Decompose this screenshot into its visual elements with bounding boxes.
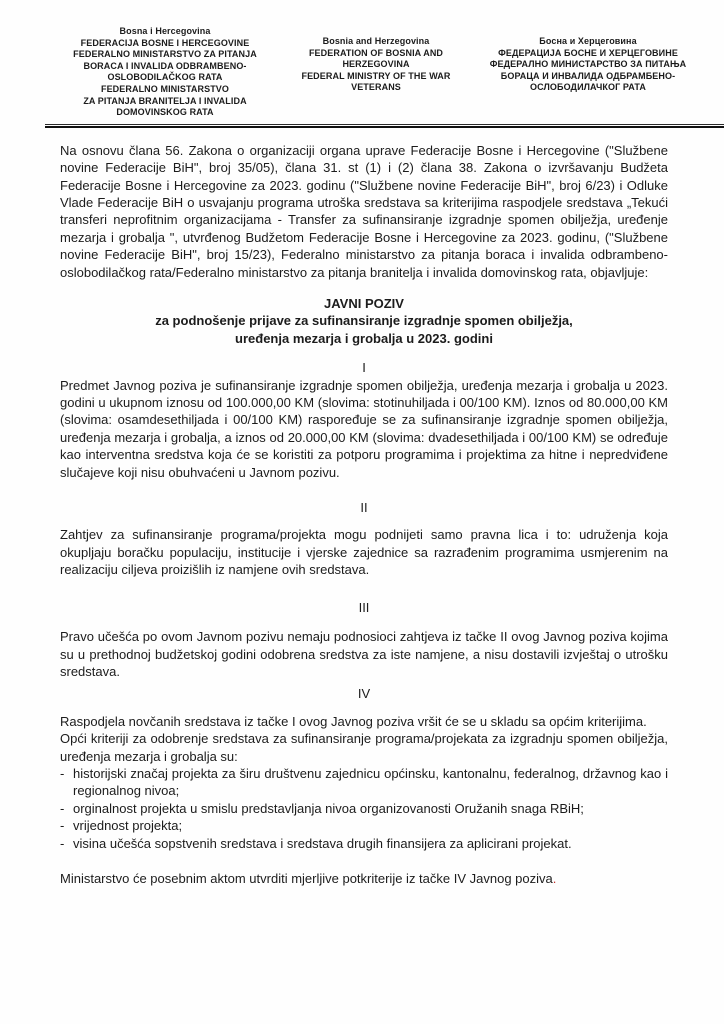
letterhead-column-cyrillic	[470, 36, 706, 119]
letterhead-line: FEDERACIJA BOSNE I HERCEGOVINE	[80, 37, 250, 48]
title-line-3: uređenja mezarja i grobalja u 2023. godini	[235, 330, 493, 346]
section-4-paragraph-1: Raspodjela novčanih sredstava iz tačke I ovog Javnog poziva vršit će se u skladu sa općim kriterijima.	[60, 713, 647, 729]
letterhead-column-english	[284, 36, 468, 119]
section-numeral-2: II	[360, 500, 368, 516]
letterhead-line: Bosnia and Herzegovina	[322, 36, 430, 46]
section-2-paragraph: Zahtjev za sufinansiranje programa/projekta mogu podnijeti samo pravna lica i to: udruženja koja okupljaju boračku populaciju, institucije i vjerske zajednice sa razrađenim programima usmjerenim na realizaciju ciljeva proizišlih iz namjene ovih sredstava.	[60, 527, 668, 578]
letterhead-line: Босна и Херцеговина	[539, 36, 637, 46]
letterhead-line: DOMOVINSKOG RATA	[116, 107, 214, 118]
closing-paragraph	[60, 870, 668, 887]
letterhead-line: BORACA I INVALIDA ODBRAMBENO-	[83, 60, 247, 71]
letterhead-line: FEDERATION OF BOSNIA AND	[308, 47, 444, 58]
document-title	[60, 295, 668, 347]
letterhead-line: Bosna i Hercegovina	[119, 26, 211, 36]
closing-period: .	[552, 870, 557, 886]
section-4-paragraph-2: Opći kriteriji za odobrenje sredstava za sufinansiranje programa/projekata za izgradnju spomen obilježja, uređenja mezarja i grobalja su:	[60, 731, 668, 764]
section-numeral-4: IV	[357, 686, 371, 702]
letterhead-line: FEDERAL MINISTRY OF THE WAR	[301, 70, 451, 81]
section-1-paragraph: Predmet Javnog poziva je sufinansiranje izgradnje spomen obilježja, uređenja mezarja i grobalja u 2023. godini u ukupnom iznosu od 100.000,00 KM (slovima: stotinuhiljada i 00/100 KM). Iznos od 80.000,00 KM (slovima: osamdesethiljada i 00/100 KM) raspoređuje se za sufinansiranje izgradnje spomen obilježja, uređenja mezarja i grobalja, a iznos od 20.000,00 KM (slovima: dvadesethiljada i 00/100 KM) se određuje kao interventna sredstva koja će se koristiti za potporu programima i projektima za hitne i nepredviđene slučajeve koji nisu obuhvaćeni u Javnom pozivu.	[60, 377, 668, 480]
document-body	[60, 142, 668, 888]
bullet-dash: -	[60, 800, 65, 816]
criteria-item-text: vrijednost projekta;	[73, 818, 183, 834]
criteria-item	[60, 817, 668, 834]
letterhead-line: FEDERALNO MINISTARSTVO	[100, 83, 230, 94]
criteria-item-text: orginalnost projekta u smislu predstavljanja nivoa organizovanosti Oružanih snaga RBiH;	[73, 800, 584, 816]
criteria-item	[60, 800, 668, 817]
bullet-dash: -	[60, 818, 65, 834]
criteria-item-text: historijski značaj projekta za širu društvenu zajednicu općinsku, kantonalnu, federalnog, državnog kao i regionalnog nivoa;	[73, 765, 668, 799]
criteria-item	[60, 835, 668, 852]
bullet-dash: -	[60, 765, 65, 781]
letterhead-line: БОРАЦА И ИНВАЛИДА ОДБРАМБЕНО-	[500, 70, 676, 81]
letterhead-line: VETERANS	[351, 82, 401, 93]
closing-text: Ministarstvo će posebnim aktom utvrditi mjerljive potkriterije iz tačke IV Javnog poziva	[60, 870, 553, 886]
letterhead	[0, 0, 724, 119]
letterhead-line: ФЕДЕРАЛНО МИНИСТАРСТВО ЗА ПИТАЊА	[489, 59, 687, 70]
section-numeral-3: III	[358, 599, 370, 615]
section-3-paragraph: Pravo učešća po ovom Javnom pozivu nemaju podnosioci zahtjeva iz tačke II ovog Javnog poziva kojima su u prethodnoj budžetskoj godini odobrena sredstva za iste namjene, a nisu dostavili izvještaj o utrošku sredstava.	[60, 629, 668, 679]
letterhead-line: HERZEGOVINA	[342, 59, 410, 70]
section-numeral-1: I	[362, 360, 366, 376]
criteria-list	[60, 765, 668, 852]
criteria-item-text: visina učešća sopstvenih sredstava i sredstava drugih finansijera za aplicirani projekat.	[73, 835, 572, 851]
criteria-item	[60, 765, 668, 800]
letterhead-column-bosnian	[48, 26, 282, 119]
letterhead-line: OSLOBODILAČKOG RATA	[107, 72, 223, 83]
letterhead-line: ZA PITANJA BRANITELJA I INVALIDA	[83, 95, 247, 106]
title-line-1: JAVNI POZIV	[324, 296, 404, 311]
title-line-2: za podnošenje prijave za sufinansiranje izgradnje spomen obilježja,	[155, 313, 573, 329]
letterhead-line: ФЕДЕРАЦИЈА БОСНЕ И ХЕРЦЕГОВИНЕ	[498, 47, 678, 58]
letterhead-line: ОСЛОБОДИЛАЧКОГ РАТА	[530, 82, 646, 93]
intro-paragraph: Na osnovu člana 56. Zakona o organizaciji organa uprave Federacije Bosne i Hercegovine ("Službene novine Federacije BiH", broj 35/05), člana 31. st (1) i (2) člana 38. Zakona o izvršavanju Budžeta Federacije Bosne i Hercegovine za 2023. godinu ("Službene novine Federacije BiH", broj 6/23) i Odluke Vlade Federacije BiH o usvajanju programa utroška sredstava sa kriterijima raspodjele sredstava „Tekući transferi neprofitnim organizacijama - Transfer za sufinansiranje izgradnje spomen obilježja, uređenje mezarja i grobalja ", utvrđenog Budžetom Federacije Bosne i Hercegovine za 2023. godinu, ("Službene novine Federacije BiH", broj 15/23), Federalno ministarstvo za pitanja boraca i invalida odbrambeno-oslobodilačkog rata/Federalno ministarstvo za pitanja branitelja i invalida domovinskog rata, objavljuje:	[60, 142, 668, 280]
letterhead-divider	[45, 124, 724, 128]
bullet-dash: -	[60, 835, 65, 851]
letterhead-line: FEDERALNO MINISTARSTVO ZA PITANJA	[73, 49, 257, 60]
